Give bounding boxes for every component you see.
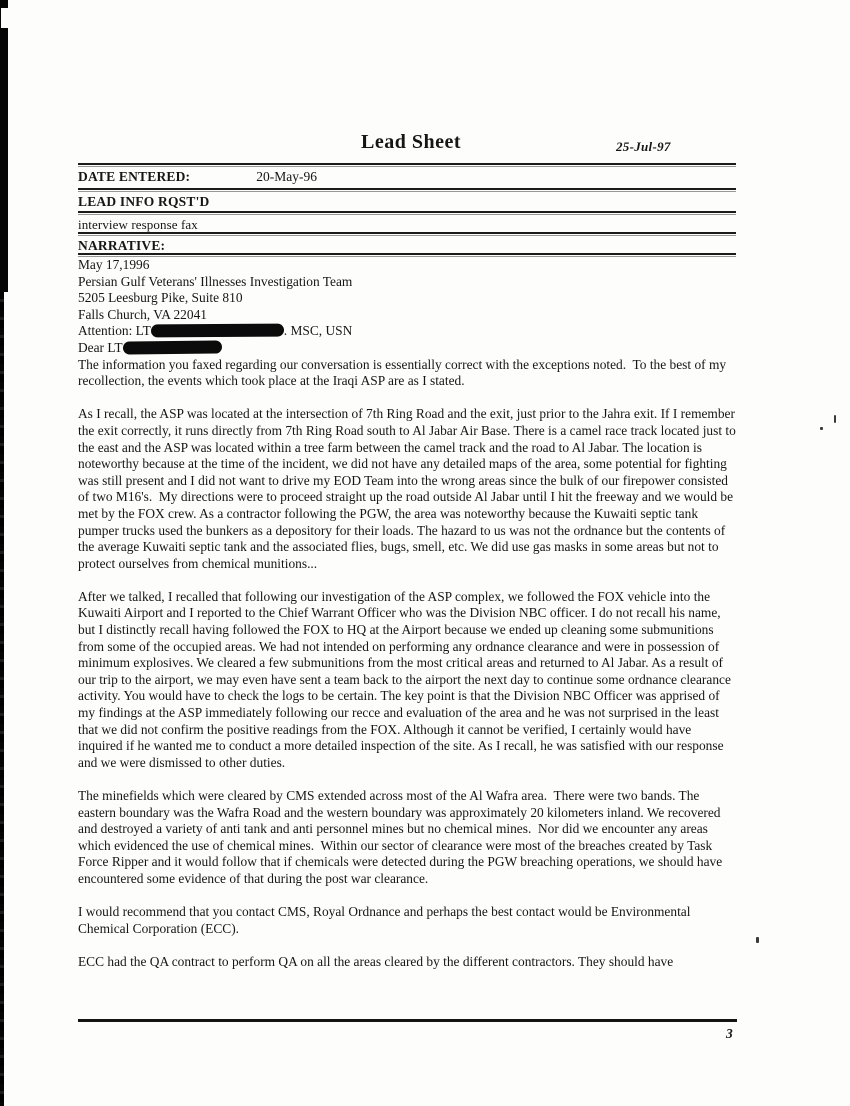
lead-sheet-table <box>78 163 736 257</box>
field-row-response-type <box>78 215 736 232</box>
field-row-date-entered <box>78 167 736 188</box>
field-label-date-entered: DATE ENTERED: <box>78 169 191 184</box>
scan-speck <box>820 427 823 430</box>
field-response-type: interview response fax <box>78 217 198 232</box>
letter-date-line: May 17,1996 <box>78 257 150 272</box>
scan-artifact-left-bar-lower <box>0 292 4 1106</box>
letter-address-line2: Falls Church, VA 22041 <box>78 306 207 322</box>
field-value-date-entered: 20-May-96 <box>256 169 317 184</box>
letter-paragraph: The information you faxed regarding our conversation is essentially correct with the exceptions noted. To the best of my recollection, the events which took place at the Iraqi ASP are as I stated. <box>78 356 730 389</box>
letter-attention-line <box>78 323 736 340</box>
scan-speck <box>834 415 836 423</box>
redaction-bar <box>122 340 221 354</box>
letter-paragraph: As I recall, the ASP was located at the intersection of 7th Ring Road and the exit, just prior to the Jahra exit. If I remember the exit correctly, it runs directly from 7th Ring Road south to Al Jabar Air Base. There is a camel race track located just to the east and the ASP was located within a tree farm between the camel track and the road to Al Jabar. The location is noteworthy because at the time of the incident, we did not have any detailed maps of the area, some potential for fighting was still present and I did not want to drive my EOD Team into the wrong areas since the bulk of our firepower consisted of two M16's. My directions were to proceed straight up the road outside Al Jabar until I hit the freeway and we would be met by the FOX crew. As a contractor following the PGW, the area was noteworthy because the Kuwaiti septic tank pumper trucks used the bunkers as a depository for their loads. The hazard to us was not the ordnance but the contents of the average Kuwaiti septic tank and the associated flies, bugs, smell, etc. We did use gas masks in some areas but not to protect ourselves from chemical munitions... <box>78 406 740 571</box>
letter-paragraph: After we talked, I recalled that following our investigation of the ASP complex, we followed the FOX vehicle into the Kuwaiti Airport and I reported to the Chief Warrant Officer who was the Division NBC officer. I do not recall his name, but I distinctly recall having followed the FOX to HQ at the Airport because we ended up cleaning some submunitions from some of the occupied areas. We had not intended on performing any ordnance clearance and were in possession of minimum explosives. We cleared a few submunitions from the most critical areas and returned to Al Jabar. As a result of our trip to the airport, we may even have sent a team back to the airport the next day to continue some ordnance clearance activity. You would have to check the logs to be certain. The key point is that the Division NBC Officer was apprised of my findings at the ASP immediately following our recce and evaluation of the area and he was not surprised in the least that we did not confirm the positive readings from the FOX. Although it cannot be verified, I certainly would have inquired if he wanted me to conduct a more detailed inspection of the site. As I recall, he was satisfied with our response and we were dismissed to other duties. <box>78 588 735 770</box>
page-title: Lead Sheet <box>361 131 461 153</box>
scan-artifact-notch <box>1 8 8 28</box>
letter-org-line: Persian Gulf Veterans' Illnesses Investigation Team <box>78 273 353 289</box>
scan-speck <box>756 937 759 943</box>
footer-divider <box>78 1019 737 1022</box>
field-row-narrative <box>78 236 736 253</box>
field-label-lead-info: LEAD INFO RQST'D <box>78 194 210 209</box>
page-number: 3 <box>726 1026 733 1041</box>
salutation-prefix: Dear LT <box>78 339 123 355</box>
letter-paragraph: ECC had the QA contract to perform QA on all the areas cleared by the different contractors. They should have <box>78 953 674 969</box>
attention-suffix: . MSC, USN <box>283 323 353 339</box>
letter-address-line1: 5205 Leesburg Pike, Suite 810 <box>78 290 243 306</box>
attention-prefix: Attention: LT <box>78 323 151 339</box>
letter-paragraph: I would recommend that you contact CMS, Royal Ordnance and perhaps the best contact would be Environmental Chemical Corporation (ECC). <box>78 904 694 936</box>
scan-artifact-left-bar <box>0 0 8 292</box>
narrative-body <box>78 257 740 971</box>
field-label-narrative: NARRATIVE: <box>78 238 166 253</box>
header-date: 25-Jul-97 <box>616 139 671 154</box>
letter-paragraph: The minefields which were cleared by CMS extended across most of the Al Wafra area. There were two bands. The eastern boundary was the Wafra Road and the western boundary was approximately 20 kilometers inland. We recovered and destroyed a variety of anti tank and anti personnel mines but no chemical mines. Nor did we encounter any areas which evidenced the use of chemical mines. Within our sector of clearance were most of the breaches created by Task Force Ripper and it would follow that if chemicals were detected during the PGW breaching operations, we should have encountered some evidence of that during the post war clearance. <box>78 788 726 886</box>
letter-salutation-line <box>78 340 736 357</box>
redaction-bar <box>151 324 284 338</box>
field-row-lead-info <box>78 192 736 211</box>
